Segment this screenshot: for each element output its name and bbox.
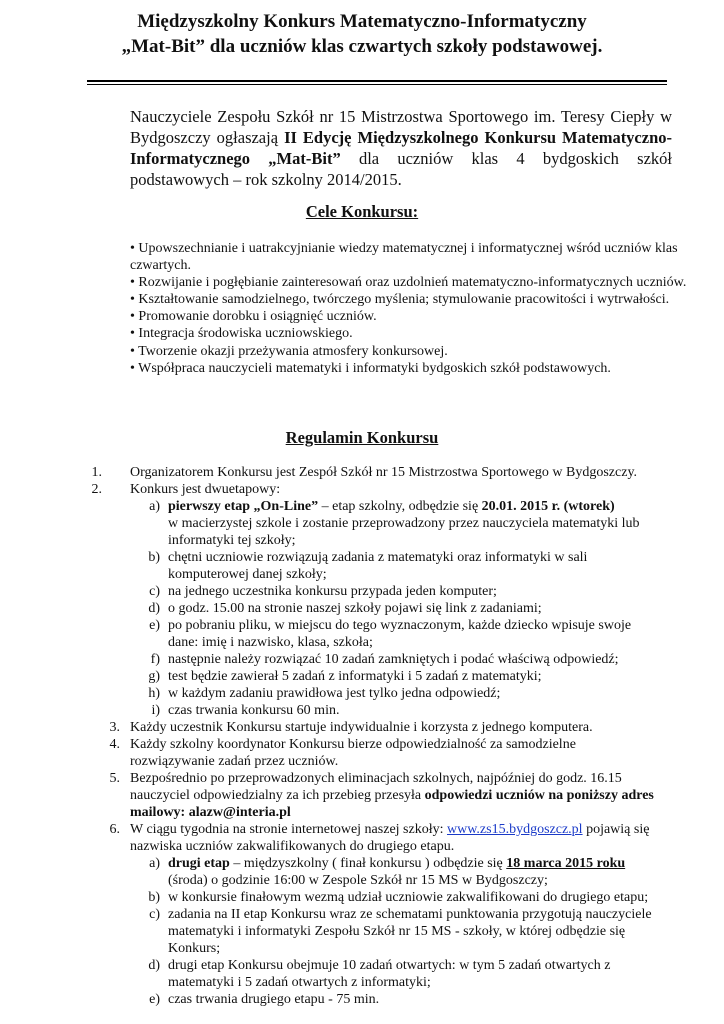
document-title-line-2: „Mat-Bit” dla uczniów klas czwartych szkoły podstawowej. — [121, 36, 603, 57]
goals-heading: Cele Konkursu: — [305, 202, 419, 221]
rule-number: 1. — [91, 465, 102, 480]
intro-text-2: dla uczniów klas 4 bydgoskich szkół podstawowych – rok szkolny 2014/2015. — [130, 149, 672, 189]
rule-5-bold: odpowiedzi uczniów na poniższy adres mailowy: alazw@interia.pl — [130, 788, 654, 821]
rules-heading: Regulamin Konkursu — [285, 428, 439, 447]
stage2-a-text-2: (środa) o godzinie 16:00 w Zespole Szkół nr 15 MS w Bydgoszczy; — [168, 873, 548, 889]
sub-label: i) — [151, 703, 160, 718]
goal-item: • Tworzenie okazji przeżywania atmosfery konkursowej. — [130, 343, 448, 359]
stage2-a-bold: drugi etap — [168, 856, 230, 871]
stage2-item-a — [168, 855, 668, 889]
sub-label: g) — [148, 669, 160, 684]
stage2-item-b: w konkursie finałowym wezmą udział uczniowie zakwalifikowani do drugiego etapu; — [168, 890, 649, 905]
school-website-link[interactable]: www.zs15.bydgoszcz.pl — [446, 822, 583, 837]
intro-paragraph — [130, 106, 672, 190]
rule-6-text-1: W ciągu tygodnia na stronie internetowej naszej szkoły: — [130, 822, 447, 837]
sub-label: b) — [148, 550, 160, 565]
goal-item: • Upowszechnianie i uatrakcyjnianie wiedzy matematycznej i informatycznej wśród uczniów klas czwartych. — [130, 241, 678, 274]
intro-text-1: Nauczyciele Zespołu Szkół nr 15 Mistrzostwa Sportowego im. Teresy Ciepły w Bydgoszczy ogłaszają — [130, 107, 672, 147]
stage2-item-d: drugi etap Konkursu obejmuje 10 zadań otwartych: w tym 5 zadań otwartych z matematyki i 5 zadań otwartych z informatyki; — [168, 958, 611, 991]
rule-6 — [130, 821, 675, 855]
goal-item: • Rozwijanie i pogłębianie zainteresowań oraz uzdolnień matematyczno-informatycznych uczniów. — [130, 275, 687, 291]
sub-label: d) — [148, 958, 160, 973]
stage1-item-i: czas trwania konkursu 60 min. — [168, 703, 340, 718]
rule-1: Organizatorem Konkursu jest Zespół Szkół nr 15 Mistrzostwa Sportowego w Bydgoszczy. — [130, 465, 638, 480]
title-divider — [87, 80, 667, 85]
stage1-item-d: o godz. 15.00 na stronie naszej szkoły pojawi się link z zadaniami; — [168, 601, 542, 616]
stage1-a-text: – etap szkolny, odbędzie się — [318, 499, 482, 514]
rule-4: Każdy szkolny koordynator Konkursu bierze odpowiedzialność za samodzielne rozwiązywanie zadań przez uczniów. — [130, 737, 576, 770]
stage1-item-h: w każdym zadaniu prawidłowa jest tylko jedna odpowiedź; — [168, 686, 501, 701]
rule-3: Każdy uczestnik Konkursu startuje indywidualnie i korzysta z jednego komputera. — [130, 720, 593, 735]
stage1-item-f: następnie należy rozwiązać 10 zadań zamkniętych i podać właściwą odpowiedź; — [168, 652, 619, 667]
stage2-item-e: czas trwania drugiego etapu - 75 min. — [168, 992, 380, 1007]
sub-label: e) — [149, 992, 160, 1007]
sub-label: a) — [149, 499, 160, 514]
stage2-a-date: 18 marca 2015 roku — [506, 856, 626, 871]
stage2-item-c: zadania na II etap Konkursu wraz ze schematami punktowania przygotują nauczyciele matematyki i informatyki Zespołu Szkół nr 15 MS - szkoły, w której odbędzie się Konkurs; — [168, 907, 652, 957]
stage1-a-bold: pierwszy etap „On-Line” — [168, 499, 319, 514]
stage1-item-g: test będzie zawierał 5 zadań z informatyki i 5 zadań z matematyki; — [168, 669, 542, 684]
document-title-line-1: Międzyszkolny Konkurs Matematyczno-Informatyczny — [137, 11, 587, 32]
sub-label: d) — [148, 601, 160, 616]
goal-item: • Kształtowanie samodzielnego, twórczego myślenia; stymulowanie pracowitości i wytrwałości. — [130, 292, 670, 308]
goals-list — [130, 240, 690, 377]
sub-label: c) — [149, 907, 160, 922]
stage1-item-a — [168, 498, 668, 549]
rule-5 — [130, 770, 655, 821]
stage1-a-text-2: w macierzystej szkole i zostanie przeprowadzony przez nauczyciela matematyki lub informatyki tej szkoły; — [168, 516, 640, 549]
rule-5-text: Bezpośrednio po przeprowadzonych eliminacjach szkolnych, najpóźniej do godz. 16.15 nauczyciel odpowiedzialny za ich przebieg przesyła — [130, 771, 622, 804]
intro-bold: II Edycję Międzyszkolnego Konkursu Matematyczno-Informatycznego „Mat-Bit” — [130, 128, 673, 168]
stage1-item-e: po pobraniu pliku, w miejscu do tego wyznaczonym, każde dziecko wpisuje swoje dane: imię i nazwisko, klasa, szkoła; — [168, 618, 632, 651]
goal-item: • Integracja środowiska uczniowskiego. — [130, 326, 353, 342]
rule-number: 4. — [109, 737, 120, 752]
stage1-a-date: 20.01. 2015 r. (wtorek) — [481, 499, 615, 514]
sub-label: e) — [149, 618, 160, 633]
goal-item: • Promowanie dorobku i osiągnięć uczniów. — [130, 309, 377, 325]
stage2-a-text: – międzyszkolny ( finał konkursu ) odbędzie się — [229, 856, 507, 871]
sub-label: b) — [148, 890, 160, 905]
stage1-item-c: na jednego uczestnika konkursu przypada jeden komputer; — [168, 584, 497, 599]
stage1-item-b: chętni uczniowie rozwiązują zadania z matematyki oraz informatyki w sali komputerowej danej szkoły; — [168, 550, 588, 583]
sub-label: a) — [149, 856, 160, 871]
sub-label: h) — [148, 686, 160, 701]
rule-number: 5. — [109, 771, 120, 786]
rule-2: Konkurs jest dwuetapowy: — [130, 482, 281, 497]
goal-item: • Współpraca nauczycieli matematyki i informatyki bydgoskich szkół podstawowych. — [130, 360, 611, 376]
rule-number: 3. — [109, 720, 120, 735]
sub-label: c) — [149, 584, 160, 599]
sub-label: f) — [150, 652, 160, 667]
rule-number: 2. — [91, 482, 102, 497]
rule-number: 6. — [109, 822, 120, 837]
rule-6-text-2: pojawią się nazwiska uczniów zakwalifikowanych do drugiego etapu. — [130, 822, 650, 855]
